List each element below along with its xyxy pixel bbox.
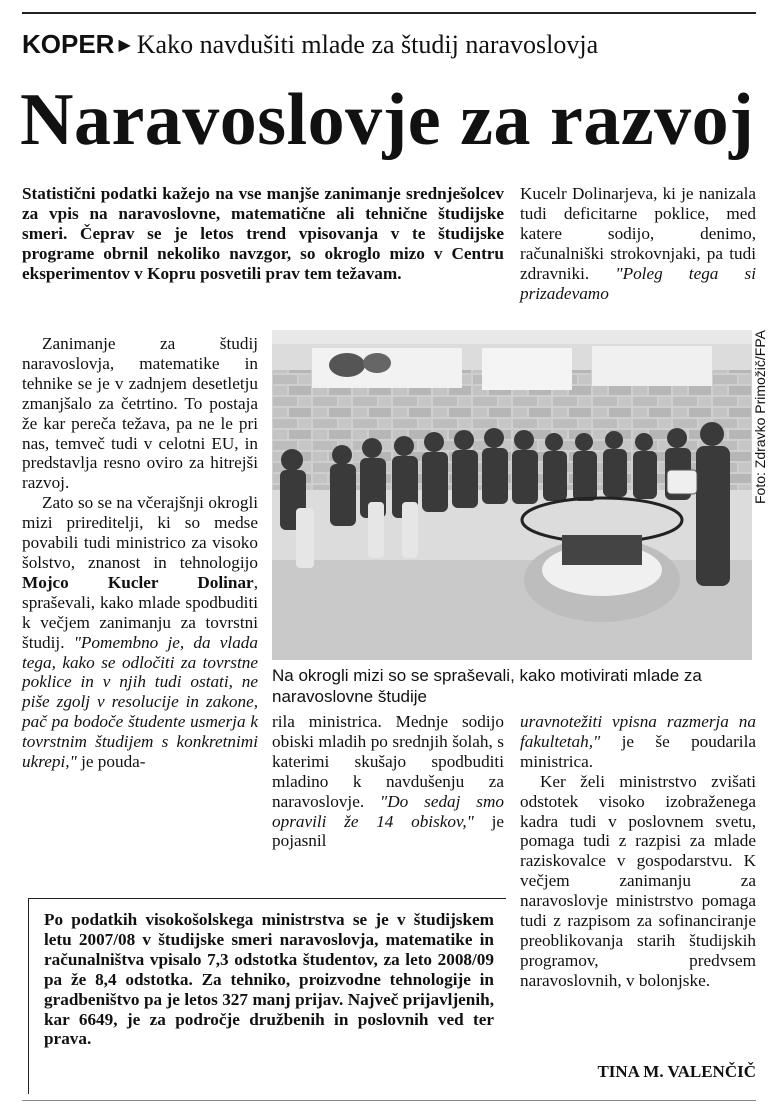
kicker-text: Kako navdušiti mlade za študij naravoslovja	[136, 30, 599, 59]
col2-quote: "Do sedaj smo opravili že 14 obiskov,"	[272, 791, 504, 831]
col3-top-quote: "Poleg tega si prizadevamo	[520, 263, 756, 303]
col3-paragraph-2: Ker želi ministrstvo zvišati odstotek visoko izobraženega kadra tudi v poslovnem svetu, pomaga tudi z razpisi za mlade raziskovalce v gospodarstvu. K večjem zanimanju za naravoslovje ministrstvo pomaga tudi z razpisom za sofinanciranje preoblikovanja starih študijskih programov, predvsem naravoslovnih, v bolonjske.	[520, 771, 756, 990]
lead-paragraph	[22, 184, 504, 284]
col1-paragraph-2: Zato so se na včerajšnji okrogli mizi prireditelji, ki so medse povabili tudi ministrico za visoko šolstvo, znanost in tehnologijo Mojco Kucler Dolinar, spraševali, kako mlade spodbuditi k večjem zanimanju za tovrstni študij. "Pomembno je, da vlada tega, kako se odločiti za tovrstne poklice in v njih tudi ostati, ne piše zgolj v resolucije in zakone, pač pa bodoče študente usmerja k tovrstnim študijem s konkretnimi ukrepi," je pouda-	[22, 493, 258, 772]
column-1	[22, 334, 258, 772]
kicker	[22, 28, 762, 60]
kicker-place: KOPER	[22, 29, 115, 59]
photo-credit: Foto: Zdravko Primožič/FPA	[752, 330, 768, 505]
roundtable-photo-illustration	[272, 330, 752, 660]
headline: Naravoslovje za razvoj	[20, 79, 755, 161]
box-left-border	[28, 898, 29, 1094]
lead-text: Statistični podatki kažejo na vse manjše zanimanje srednješolcev za vpis na naravoslovne, matematične ali tehnične študijske smeri. Čeprav se je letos trend vpisovanja v te študijske programe obrnil nekoliko navzgor, so okroglo mizo v Centru eksperimentov v Kopru posvetili prav tem težavam.	[22, 184, 504, 283]
triangle-arrow-icon: ▶	[118, 35, 131, 54]
col1-paragraph-1: Zanimanje za študij naravoslovja, matematike in tehnike se je v zadnjem desetletju zmanjšalo za četrtino. To postaja že kar pereča težava, pa ne le pri nas, temveč tudi v celotni EU, in predstavlja resno oviro za hitrejši razvoj.	[22, 334, 258, 493]
statistics-text: Po podatkih visokošolskega ministrstva se je v študijskem letu 2007/08 v študijske smeri naravoslovja, matematike in računalništva vpisalo 7,3 odstotka študentov, za leto 2008/09 pa že 8,4 odstotka. Za tehniko, proizvodne tehnologije in gradbeništvo pa je letos 327 manj prijav. Največ prijavljenih, kar 6649, je za področje družbenih in poslovnih ved ter prava.	[44, 910, 494, 1049]
column-3: uravnotežiti vpisna razmerja na fakultetah," je še poudarila ministrica. Ker želi ministrstvo zvišati odstotek visoko izobraženega kadra tudi v poslovnem svetu, pomaga tudi z razpisi za mlade raziskovalce v gospodarstvu. K večjem zanimanju za naravoslovje ministrstvo pomaga tudi z razpisom za sofinanciranje preoblikovanja starih študijskih programov, predvsem naravoslovnih, v bolonjske.	[520, 712, 756, 990]
minister-name: Mojco Kucler Dolinar	[22, 572, 254, 592]
article-photo	[272, 330, 752, 660]
top-rule	[22, 12, 756, 14]
column-2: rila ministrica. Mednje sodijo obiski mladih po srednjih šolah, s katerimi skušajo spodbuditi mladino k navdušenju za naravoslovje. "Do sedaj smo opravili že 14 obiskov," je pojasnil	[272, 712, 505, 851]
col1-quote: "Pomembno je, da vlada tega, kako se odločiti za tovrstne poklice in v njih tudi ostati, ne piše zgolj v resolucije in zakone, pač pa bodoče študente usmerja k tovrstnim študijem s konkretnimi ukrepi,"	[22, 632, 258, 772]
col3-quote: uravnotežiti vpisna razmerja na fakultetah,"	[520, 712, 756, 751]
box-top-border	[28, 898, 506, 899]
photo-caption: Na okrogli mizi so se spraševali, kako motivirati mlade za naravoslovne študije	[272, 666, 702, 706]
author-byline: TINA M. VALENČIČ	[597, 1062, 756, 1081]
col3-top-text: Kucelr Dolinarjeva, ki je nanizala tudi deficitarne poklice, med katere sodijo, denimo, računalniški strokovnjaki, pa tudi zdravniki.	[520, 184, 756, 283]
bottom-rule	[22, 1100, 756, 1101]
column-3-top	[520, 184, 756, 303]
statistics-box	[44, 910, 494, 1049]
col2-text: rila ministrica. Mednje sodijo obiski mladih po srednjih šolah, s katerimi skušajo spodbuditi mladino k navdušenju za naravoslovje.	[272, 712, 504, 811]
